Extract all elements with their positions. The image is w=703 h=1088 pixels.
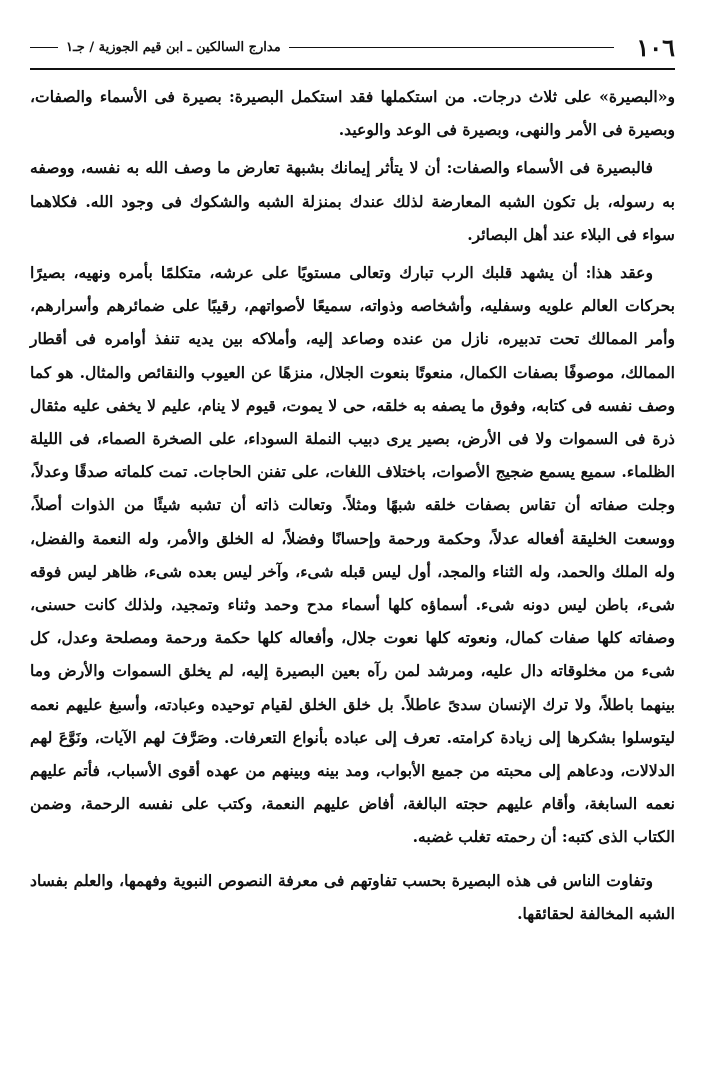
paragraph-people-differ: وتفاوت الناس فى هذه البصيرة بحسب تفاوتهم فى معرفة النصوص النبوية وفهمها، والعلم بفساد الشبه المخالفة لحقائقها. [30, 870, 675, 923]
book-title: مدارج السالكين ـ ابن قيم الجوزية / جـ١ [66, 39, 281, 55]
paragraph-creed: وعقد هذا: أن يشهد قلبك الرب تبارك وتعالى مستويًا على عرشه، متكلمًا بأمره ونهيه، بصيرًا بحركات العالم علويه وسفليه، وأشخاصه وذواته، سميعًا لأصواتهم، رقيبًا على ضمائرهم وأسرارهم، وأمر الممالك تحت تدبيره، نازل من عنده وصاعد إليه، وأملاكه بين يديه تنفذ أوامره فى أقطار الممالك، موصوفًا بصفات الكمال، منعوتًا بنعوت الجلال، منزهًا عن العيوب والنقائص والمثال. هو كما وصف نفسه فى كتابه، وفوق ما يصفه به خلقه، حى لا يموت، قيوم لا ينام، عليم لا يخفى عليه مثقال ذرة فى السموات ولا فى الأرض، بصير يرى دبيب النملة السوداء، على الصخرة الصماء، فى الليلة الظلماء. سميع يسمع ضجيج الأصوات، باختلاف اللغات، على تفنن الحاجات. تمت كلماته صدقًا وعدلاً، وجلت صفاته أن تقاس بصفات خلقه شبهًا ومثلاً. وتعالت ذاته أن تشبه شيئًا من الذوات أصلاً، ووسعت الخليقة أفعاله عدلاً، وحكمة ورحمة وإحسانًا وفضلاً، له الخلق والأمر، وله النعمة والفضل، وله الملك والحمد، وله الثناء والمجد، أول ليس قبله شىء، وآخر ليس بعده شىء، ظاهر ليس فوقه شىء، باطن ليس دونه شىء. أسماؤه كلها أسماء مدح وحمد وثناء وتمجيد، ولذلك كانت حسنى، وصفاته كلها صفات كمال، ونعوته كلها نعوت جلال، وأفعاله كلها حكمة ورحمة ومصلحة وعدل، كل شىء من مخلوقاته دال عليه، ومرشد لمن رآه بعين البصيرة إليه، لم يخلق السموات والأرض وما بينهما باطلاً، ولا ترك الإنسان سدىً عاطلاً. بل خلق الخلق لقيام توحيده وعبادته، وأسبغ عليهم نعمه ليتوسلوا بشكرها إلى زيادة كرامته. تعرف إلى عباده بأنواع التعرفات. وصَرَّفَ لهم الآيات، ونَوَّعَ لهم الدلالات، ودعاهم إلى محبته من جميع الأبواب، ومد بينه وبينهم من عهده أقوى الأسباب، فأتم عليهم نعمه السابغة، وأقام عليهم حجته البالغة، أفاض عليهم النعمة، وكتب على نفسه الرحمة، وضمن الكتاب الذى كتبه: أن رحمته تغلب غضبه. [30, 263, 675, 847]
page-number: ١٠٦ [636, 32, 675, 62]
header-rule [289, 47, 615, 48]
paragraph-insight-degrees: و«البصيرة» على ثلاث درجات. من استكملها فقد استكمل البصيرة: بصيرة فى الأسماء والصفات، وبصيرة فى الأمر والنهى، وبصيرة فى الوعد والوعيد. [30, 87, 675, 140]
header-end-rule [30, 47, 58, 48]
running-header [30, 30, 675, 70]
paragraph-names-attributes: فالبصيرة فى الأسماء والصفات: أن لا يتأثر إيمانك بشبهة تعارض ما وصف الله به نفسه، ووصفه به رسوله، بل تكون الشبه المعارضة لذلك عندك بمنزلة الشبه والشكوك فى وجود الله. فكلاهما سواء فى البلاء عند أهل البصائر. [30, 158, 675, 244]
book-page [30, 30, 675, 930]
body-text [30, 80, 675, 930]
